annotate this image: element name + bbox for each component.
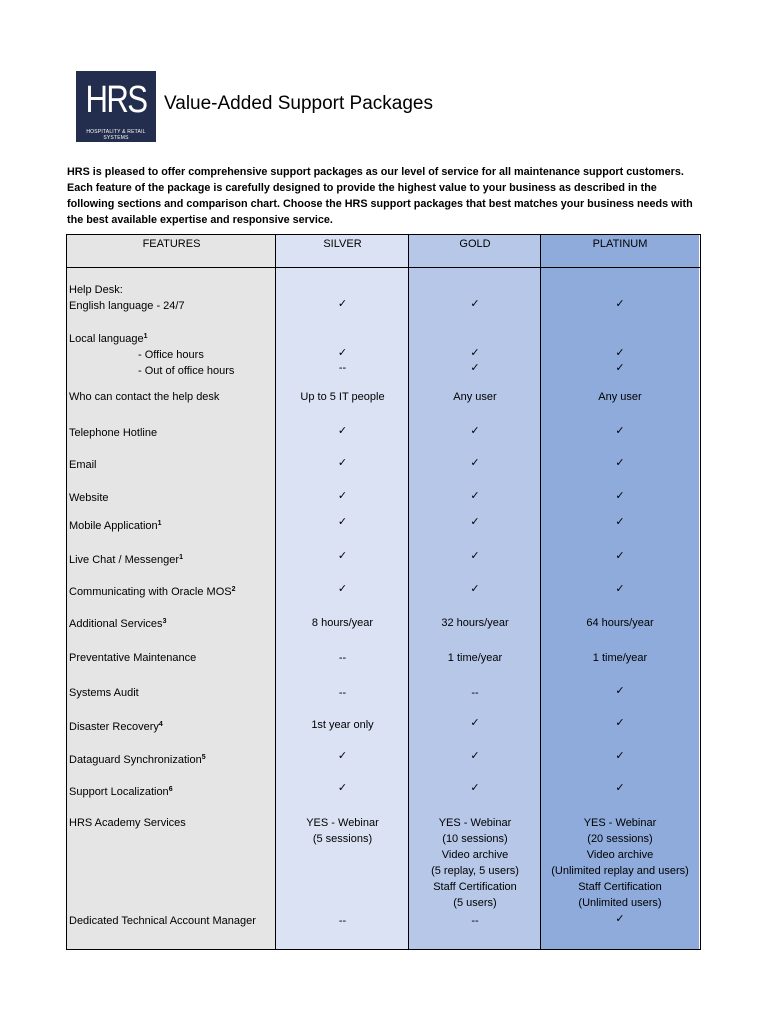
platinum-preventative: 1 time/year [592, 652, 648, 664]
gold-academy-1: YES - Webinar [438, 817, 512, 829]
check-icon: ✓ [470, 490, 480, 502]
feature-local-label: Local language [69, 333, 144, 345]
footnote-ref: 1 [157, 520, 162, 527]
check-icon: ✓ [337, 298, 348, 310]
platinum-additional: 64 hours/year [586, 617, 654, 629]
feature-tam: Dedicated Technical Account Manager [69, 915, 256, 927]
feature-english: English language - 24/7 [69, 300, 185, 312]
check-icon: ✓ [615, 490, 625, 502]
gold-preventative: 1 time/year [447, 652, 503, 664]
check-icon: ✓ [470, 298, 480, 310]
footnote-ref: 3 [162, 618, 167, 625]
platinum-academy-5: Staff Certification [578, 881, 662, 893]
check-icon: ✓ [470, 717, 480, 729]
dash-value: -- [471, 687, 479, 699]
header-gold: GOLD [459, 238, 491, 250]
silver-who-contact: Up to 5 IT people [300, 391, 385, 403]
gold-academy-3: Video archive [441, 849, 509, 861]
silver-additional: 8 hours/year [311, 617, 374, 629]
check-icon: ✓ [337, 457, 348, 469]
check-icon: ✓ [470, 457, 480, 469]
check-icon: ✓ [470, 362, 480, 374]
check-icon: ✓ [615, 717, 625, 729]
feature-audit: Systems Audit [69, 687, 139, 699]
feature-oracle-label: Communicating with Oracle MOS [69, 586, 232, 598]
check-icon: ✓ [470, 516, 480, 528]
check-icon: ✓ [615, 425, 625, 437]
check-icon: ✓ [615, 298, 625, 310]
platinum-column [541, 235, 699, 949]
platinum-who-contact: Any user [598, 391, 642, 403]
check-icon: ✓ [337, 425, 348, 437]
hrs-logo [76, 71, 156, 142]
check-icon: ✓ [470, 750, 480, 762]
feature-disaster-label: Disaster Recovery [69, 721, 159, 733]
footnote-ref: 2 [231, 586, 236, 593]
dash-value: -- [338, 687, 347, 699]
feature-office-hours: - Office hours [138, 349, 204, 361]
logo-subtitle: HOSPITALITY & RETAIL SYSTEMS [86, 129, 146, 141]
feature-local-language [69, 331, 148, 347]
feature-telephone: Telephone Hotline [69, 427, 158, 439]
header-divider [67, 267, 700, 268]
platinum-academy-4: (Unlimited replay and users) [551, 865, 689, 877]
footnote-ref: 6 [168, 786, 173, 793]
check-icon: ✓ [337, 516, 348, 528]
feature-dataguard-label: Dataguard Synchronization [69, 754, 202, 766]
feature-email: Email [69, 459, 97, 471]
check-icon: ✓ [337, 550, 348, 562]
check-icon: ✓ [615, 583, 625, 595]
check-icon: ✓ [615, 913, 625, 925]
comparison-table [66, 234, 701, 950]
dash-value: -- [338, 652, 347, 664]
features-column [67, 235, 276, 949]
header-silver: SILVER [323, 238, 362, 250]
intro-paragraph: HRS is pleased to offer comprehensive support packages as our level of service for all maintenance support customers. Each feature of the package is carefully designed to provide the highest value to your business as described in the following sections and comparison chart. Choose the HRS support packages that best matches your business needs with the best available expertise and responsive service. [67, 166, 693, 226]
header-platinum: PLATINUM [592, 238, 648, 250]
page-title: Value-Added Support Packages [164, 93, 433, 114]
logo-wordmark: HRS [85, 79, 147, 121]
feature-dataguard [69, 752, 206, 768]
dash-value: -- [338, 362, 347, 374]
check-icon: ✓ [337, 490, 348, 502]
check-icon: ✓ [470, 425, 480, 437]
check-icon: ✓ [615, 750, 625, 762]
gold-academy-4: (5 replay, 5 users) [431, 865, 519, 877]
feature-oracle [69, 584, 236, 600]
platinum-academy-6: (Unlimited users) [578, 897, 662, 909]
check-icon: ✓ [470, 583, 480, 595]
check-icon: ✓ [337, 583, 348, 595]
footnote-ref: 1 [143, 333, 148, 340]
footnote-ref: 1 [179, 554, 183, 561]
feature-additional-label: Additional Services [69, 618, 163, 630]
check-icon: ✓ [615, 550, 625, 562]
feature-localization-label: Support Localization [69, 786, 169, 798]
feature-preventative: Preventative Maintenance [69, 652, 197, 664]
check-icon: ✓ [615, 362, 625, 374]
feature-mobile-label: Mobile Application [69, 520, 158, 532]
feature-localization [69, 784, 173, 800]
silver-academy-1: YES - Webinar [306, 817, 379, 829]
feature-disaster [69, 719, 163, 735]
feature-academy: HRS Academy Services [69, 817, 186, 829]
footnote-ref: 5 [201, 754, 206, 761]
silver-disaster: 1st year only [311, 719, 374, 731]
check-icon: ✓ [615, 782, 625, 794]
dash-value: -- [471, 915, 479, 927]
silver-column [276, 235, 409, 949]
dash-value: -- [338, 915, 347, 927]
gold-academy-6: (5 users) [453, 897, 497, 909]
check-icon: ✓ [615, 457, 625, 469]
platinum-academy-3: Video archive [586, 849, 654, 861]
gold-who-contact: Any user [453, 391, 497, 403]
feature-mobile [69, 518, 162, 534]
feature-who-contact: Who can contact the help desk [69, 391, 220, 403]
silver-academy-2: (5 sessions) [312, 833, 373, 845]
feature-additional [69, 616, 166, 632]
gold-column [409, 235, 541, 949]
check-icon: ✓ [337, 750, 348, 762]
gold-academy-2: (10 sessions) [442, 833, 508, 845]
platinum-academy-2: (20 sessions) [587, 833, 653, 845]
check-icon: ✓ [470, 550, 480, 562]
gold-academy-5: Staff Certification [433, 881, 517, 893]
header-features: FEATURES [142, 238, 201, 250]
feature-out-office-hours: - Out of office hours [138, 365, 235, 377]
feature-help-desk: Help Desk: [69, 284, 123, 296]
footnote-ref: 4 [158, 721, 163, 728]
check-icon: ✓ [615, 347, 625, 359]
check-icon: ✓ [337, 782, 348, 794]
platinum-academy-1: YES - Webinar [583, 817, 657, 829]
feature-live-chat [69, 552, 183, 568]
gold-additional: 32 hours/year [441, 617, 509, 629]
feature-website: Website [69, 492, 109, 504]
check-icon: ✓ [615, 685, 625, 697]
feature-live-chat-label: Live Chat / Messenger [69, 554, 180, 566]
check-icon: ✓ [470, 347, 480, 359]
check-icon: ✓ [615, 516, 625, 528]
check-icon: ✓ [337, 347, 348, 359]
check-icon: ✓ [470, 782, 480, 794]
